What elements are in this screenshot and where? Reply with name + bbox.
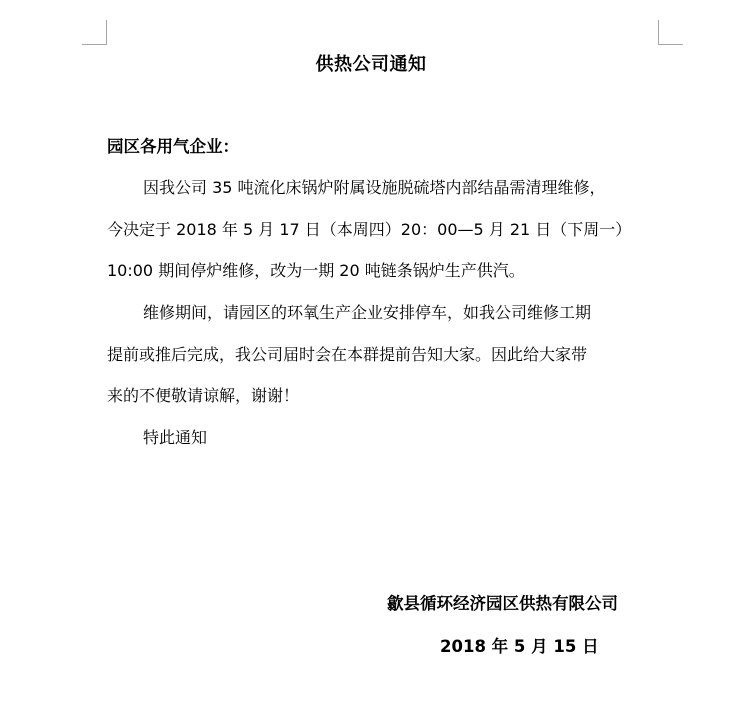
body-line-5: 提前或推后完成，我公司届时会在本群提前告知大家。因此给大家带 (107, 345, 588, 364)
body-line-2: 今决定于 2018 年 5 月 17 日（本周四）20：00—5 月 21 日（下周一） (107, 220, 632, 239)
crop-mark-top-right (658, 20, 683, 45)
body-line-3: 10:00 期间停炉维修，改为一期 20 吨链条锅炉生产供汽。 (107, 261, 525, 280)
closing-text: 特此通知 (143, 428, 208, 447)
body-line-6: 来的不便敬请谅解，谢谢！ (107, 386, 300, 405)
salutation: 园区各用气企业： (107, 137, 239, 156)
body-line-4: 维修期间，请园区的环氧生产企业安排停车，如我公司维修工期 (143, 303, 592, 322)
crop-mark-top-left (82, 20, 107, 45)
signature-date: 2018 年 5 月 15 日 (440, 637, 599, 656)
document-title: 供热公司通知 (315, 54, 427, 75)
body-line-1: 因我公司 35 吨流化床锅炉附属设施脱硫塔内部结晶需清理维修， (143, 178, 606, 197)
signer-company: 歙县循环经济园区供热有限公司 (387, 594, 618, 613)
